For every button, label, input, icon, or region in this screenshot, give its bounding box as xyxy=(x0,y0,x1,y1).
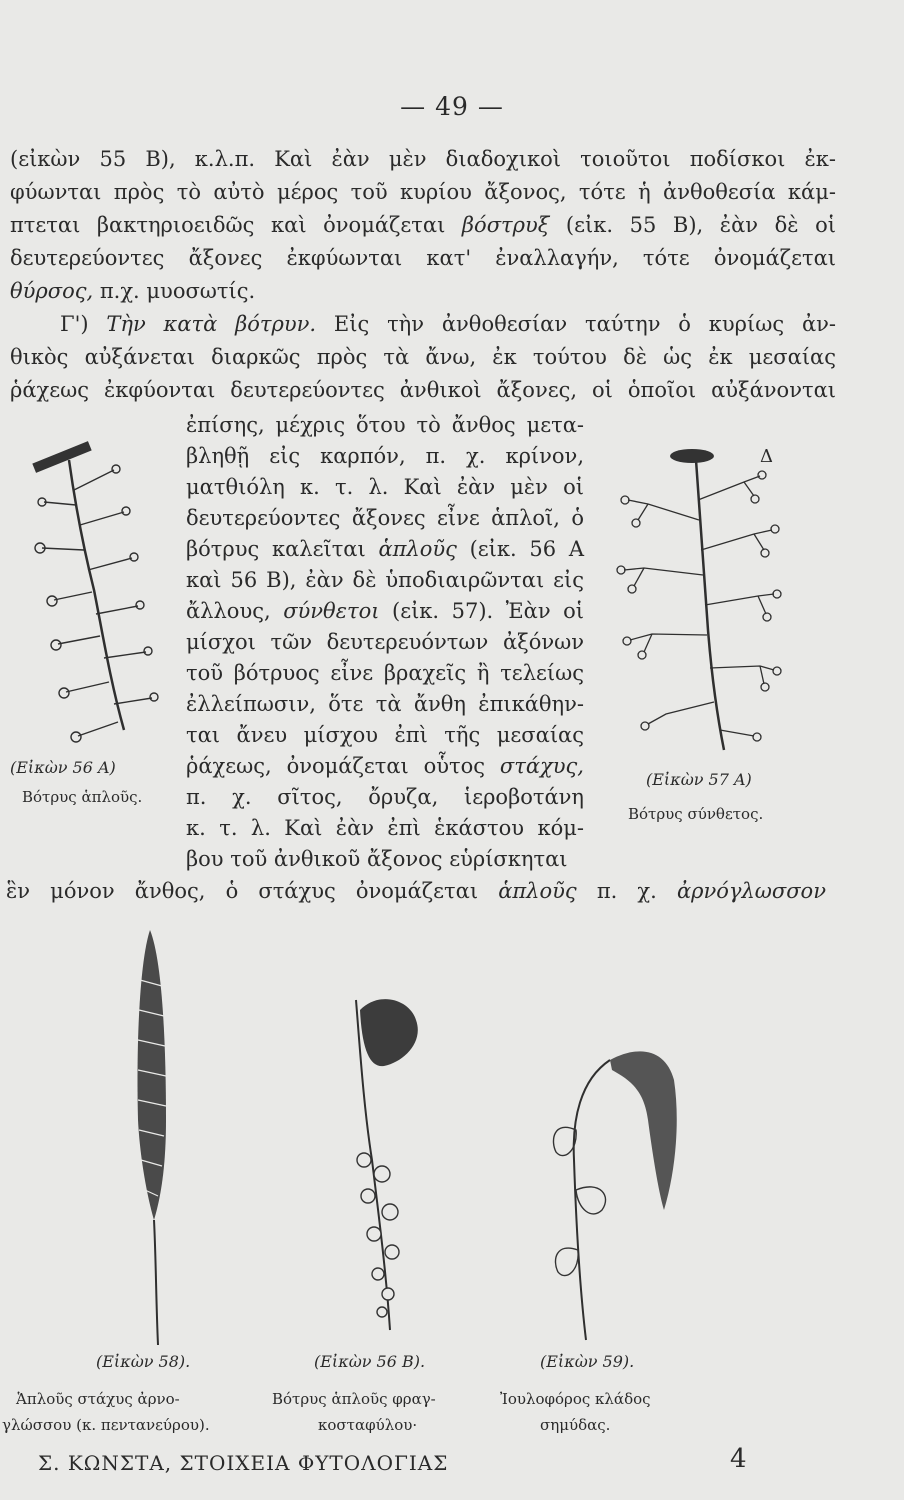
mid-line-2: βληθῇ εἰς καρπόν, π. χ. κρίνον, xyxy=(186,444,584,468)
raceme-compound-illustration xyxy=(604,430,784,760)
mid-line-14: κ. τ. λ. Καὶ ἐὰν ἐπὶ ἑκάστου κόμ- xyxy=(186,816,584,840)
mid-line-4: δευτερεύοντες ἄξονες εἶνε ἁπλοῖ, ὁ xyxy=(186,506,584,530)
text-line-4: δευτερεύοντες ἄξονες ἐκφύωνται κατ' ἐναλλαγήν, τότε ὀνομάζεται xyxy=(10,246,836,270)
figure-57a-mark: Δ xyxy=(760,446,773,467)
figure-57a-label: (Εἰκὼν 57 Α) xyxy=(646,770,752,789)
plantain-spike-illustration xyxy=(100,920,200,1350)
text-line-1: (εἰκὼν 55 Β), κ.λ.π. Καὶ ἐὰν μὲν διαδοχικοὶ τοιοῦτοι ποδίσκοι ἐκ- xyxy=(10,147,836,171)
mid-line-11: ται ἄνευ μίσχου ἐπὶ τῆς μεσαίας xyxy=(186,723,584,747)
text-line-7: θικὸς αὐξάνεται διαρκῶς πρὸς τὰ ἄνω, ἐκ τούτου δὲ ὡς ἐκ μεσαίας xyxy=(10,345,836,369)
text-line-5: θύρσος, π.χ. μυοσωτίς. xyxy=(10,279,256,303)
figure-57a-desc: Βότρυς σύνθετος. xyxy=(628,805,764,823)
mid-line-6: καὶ 56 Β), ἐὰν δὲ ὑποδιαιρῶνται εἰς xyxy=(186,568,584,592)
figure-56b-desc1: Βότρυς ἁπλοῦς φραγ- xyxy=(272,1390,436,1408)
mid-line-9: τοῦ βότρυος εἶνε βραχεῖς ἢ τελείως xyxy=(186,661,584,685)
figure-56b-desc2: κοσταφύλου· xyxy=(318,1416,418,1434)
text-line-2: φύωνται πρὸς τὸ αὐτὸ μέρος τοῦ κυρίου ἄξονος, τότε ἡ ἀνθοθεσία κάμ- xyxy=(10,180,836,204)
figure-58-desc1: Ἁπλοῦς στάχυς ἀρνο- xyxy=(16,1390,180,1408)
figure-58-label: (Εἰκὼν 58). xyxy=(96,1352,191,1371)
mid-line-8: μίσχοι τῶν δευτερευόντων ἀξόνων xyxy=(186,630,584,654)
raceme-simple-illustration xyxy=(14,430,174,760)
mid-line-3: ματθιόλη κ. τ. λ. Καὶ ἐὰν μὲν οἱ xyxy=(186,475,584,499)
mid-line-10: ἐλλείπωσιν, ὅτε τὰ ἄνθη ἐπικάθην- xyxy=(186,692,584,716)
text-line-9: ἓν μόνον ἄνθος, ὁ στάχυς ὀνομάζεται ἁπλοῦς π. χ. ἀρνόγλωσσον xyxy=(6,879,826,903)
mid-line-12: ῥάχεως, ὀνομάζεται οὗτος στάχυς, xyxy=(186,754,584,778)
text-line-8: ῥάχεως ἐκφύονται δευτερεύοντες ἀνθικοὶ ἄξονες, οἱ ὁποῖοι αὐξάνονται xyxy=(10,378,836,402)
mid-line-1: ἐπίσης, μέχρις ὅτου τὸ ἄνθος μετα- xyxy=(186,413,584,437)
text-line-3: πτεται βακτηριοειδῶς καὶ ὀνομάζεται βόστρυξ (εἰκ. 55 Β), ἐὰν δὲ οἱ xyxy=(10,213,836,237)
text-line-6: Γ') Τὴν κατὰ βότρυν. Εἰς τὴν ἀνθοθεσίαν ταύτην ὁ κυρίως ἀν- xyxy=(60,312,836,336)
page-number: — 49 — xyxy=(400,92,504,121)
mid-line-5: βότρυς καλεῖται ἁπλοῦς (εἰκ. 56 Α xyxy=(186,537,584,561)
birch-catkin-illustration xyxy=(540,1040,700,1350)
currant-raceme-illustration xyxy=(320,990,440,1350)
mid-line-7: ἄλλους, σύνθετοι (εἰκ. 57). Ἐὰν οἱ xyxy=(186,599,584,623)
figure-59-label: (Εἰκὼν 59). xyxy=(540,1352,635,1371)
figure-56a-label: (Εἰκὼν 56 Α) xyxy=(10,758,116,777)
mid-line-13: π. χ. σῖτος, ὄρυζα, ἱεροβοτάνη xyxy=(186,785,584,809)
figure-59-desc2: σημύδας. xyxy=(540,1416,611,1434)
footer-signature: 4 xyxy=(730,1444,747,1474)
figure-56a-desc: Βότρυς ἁπλοῦς. xyxy=(22,788,143,806)
footer-book-title: Σ. ΚΩΝΣΤΑ, ΣΤΟΙΧΕΙΑ ΦΥΤΟΛΟΓΙΑΣ xyxy=(38,1451,449,1475)
figure-58-desc2: γλώσσου (κ. πεντανεύρου). xyxy=(2,1416,210,1434)
figure-59-desc1: Ἰουλοφόρος κλάδος xyxy=(500,1390,651,1408)
figure-56b-label: (Εἰκὼν 56 Β). xyxy=(314,1352,426,1371)
mid-line-15: βου τοῦ ἀνθικοῦ ἄξονος εὑρίσκηται xyxy=(186,847,568,871)
